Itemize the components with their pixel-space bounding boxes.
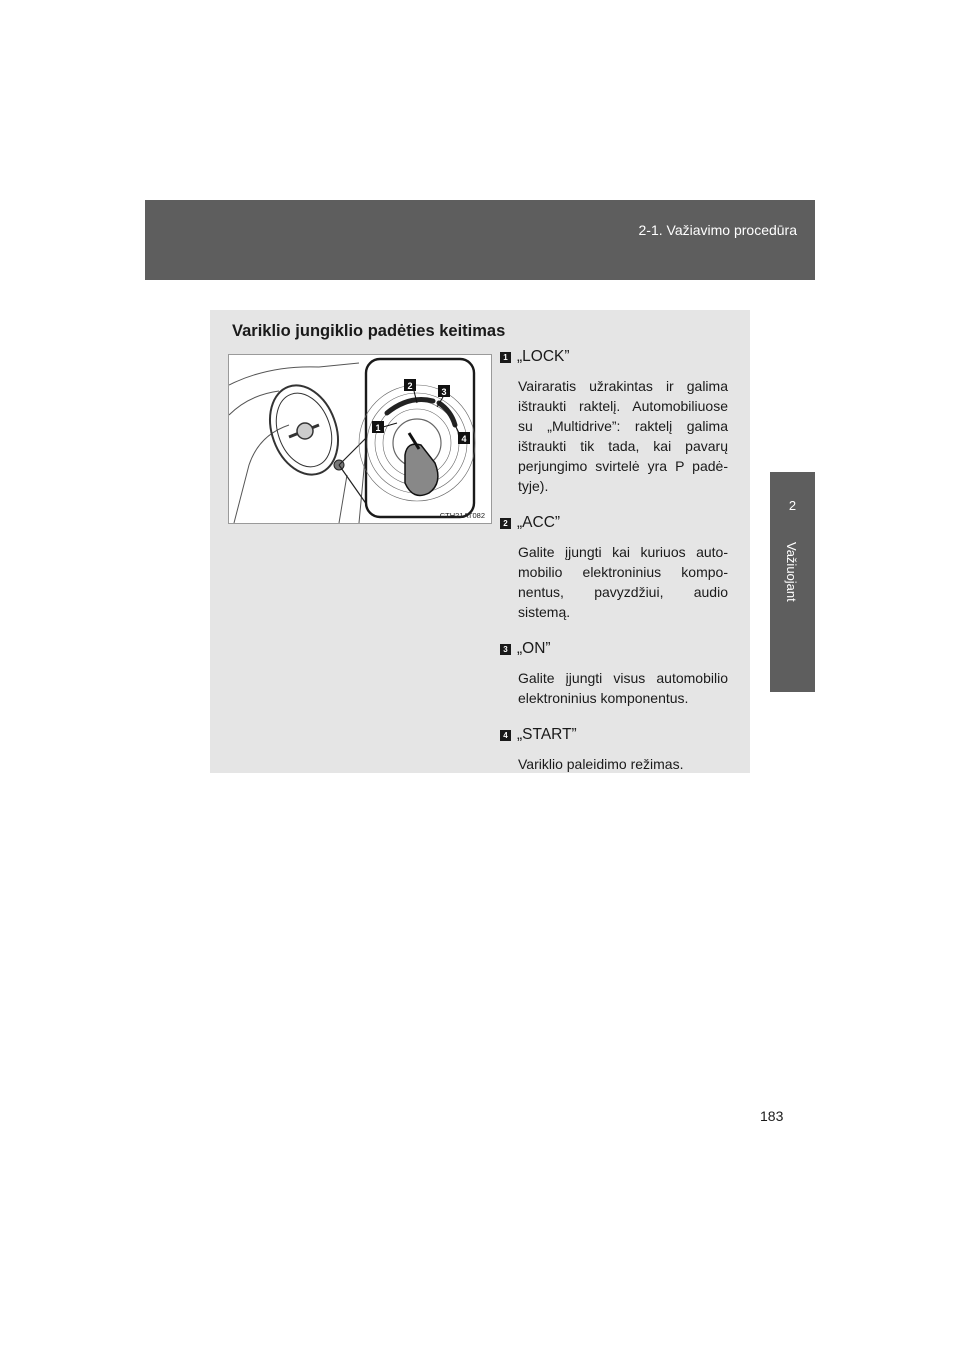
callout-1-label: 1 [375, 423, 381, 433]
figure-code: CTH21AT082 [439, 511, 485, 520]
page-number: 183 [760, 1108, 784, 1124]
callout-4-label: 4 [461, 434, 467, 444]
item-label: „LOCK” [517, 348, 570, 365]
chapter-label: Važiuojant [784, 542, 799, 602]
header-title: 2-1. Važiavimo procedūra [638, 222, 797, 238]
item-label: „ON” [517, 640, 551, 657]
list-item [500, 346, 728, 496]
item-description: Variklio paleidimo režimas. [518, 756, 684, 772]
section-title: Variklio jungiklio padėties keitimas [232, 322, 506, 340]
item-label: „ACC” [517, 514, 561, 531]
item-number-badge: 1 [500, 352, 511, 363]
content-panel [210, 310, 750, 773]
item-description: Vairaratis užrakintas ir galima ištraukti raktelį. Automobiliuose su „Multidrive”: raktelį galima ištraukti tik tada, kai pavarų perjungimo svirtelė yra P padė-tyje). [518, 378, 728, 494]
callout-3-label: 3 [441, 387, 447, 397]
item-label: „START” [517, 726, 577, 743]
list-item [500, 724, 728, 774]
ignition-switch-figure [228, 354, 492, 524]
item-number-badge: 3 [500, 644, 511, 655]
item-description: Galite įjungti visus automobilio elektroninius komponentus. [518, 670, 728, 706]
header-band [145, 200, 815, 280]
chapter-number: 2 [788, 498, 797, 513]
callout-2-label: 2 [407, 381, 413, 391]
item-number-badge: 4 [500, 730, 511, 741]
chapter-side-tab [770, 472, 815, 692]
list-item [500, 638, 728, 708]
ignition-illustration [229, 355, 491, 523]
item-description: Galite įjungti kai kuriuos auto-mobilio elektroninius kompo-nentus, pavyzdžiui, audio sistemą. [518, 544, 728, 620]
item-number-badge: 2 [500, 518, 511, 529]
position-list [500, 346, 728, 790]
list-item [500, 512, 728, 622]
